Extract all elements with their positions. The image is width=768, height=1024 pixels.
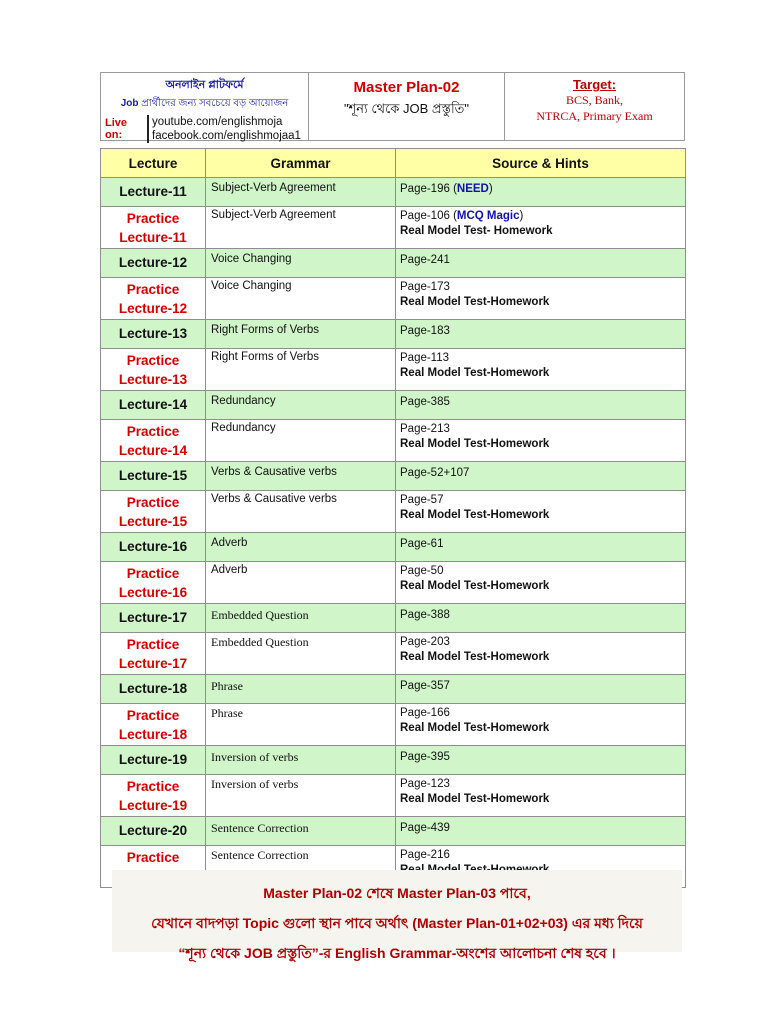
lecture-cell: Lecture-12 <box>101 249 206 278</box>
practice-label: Practice <box>126 566 180 581</box>
table-row <box>101 675 686 704</box>
table-row <box>101 278 686 320</box>
table-row <box>101 562 686 604</box>
target-line-1: BCS, Bank, <box>565 93 623 107</box>
practice-label: Practice <box>126 779 180 794</box>
lecture-cell: Lecture-20 <box>101 817 206 846</box>
grammar-cell: Adverb <box>206 533 396 562</box>
social-links <box>147 115 301 143</box>
practice-cell <box>101 633 206 675</box>
practice-cell <box>101 491 206 533</box>
homework-note: Real Model Test-Homework <box>400 438 550 450</box>
practice-source-text: Page-216 <box>400 849 450 861</box>
practice-grammar-cell: Adverb <box>206 562 396 604</box>
grammar-cell: Voice Changing <box>206 249 396 278</box>
footer-line-2: যেখানে বাদপড়া Topic গুলো স্থান পাবে অর্থাৎ (Master Plan-01+02+03) এর মধ্য দিয়ে <box>151 915 643 931</box>
practice-cell <box>101 420 206 462</box>
master-plan-title: Master Plan-02 <box>353 79 460 96</box>
plan-subtitle: "শূন্য থেকে JOB প্রস্তুতি" <box>343 101 470 116</box>
header-box <box>100 72 685 141</box>
practice-grammar-cell: Embedded Question <box>206 633 396 675</box>
table-row <box>101 178 686 207</box>
grammar-cell: Inversion of verbs <box>206 746 396 775</box>
document <box>100 72 685 888</box>
source-cell <box>396 462 686 491</box>
source-text: Page-357 <box>400 680 450 692</box>
practice-source-cell <box>396 562 686 604</box>
col-header-source: Source & Hints <box>396 149 686 178</box>
practice-lecture-label: Lecture-15 <box>118 514 188 529</box>
tagline <box>105 96 304 113</box>
tagline-text: প্রার্থীদের জন্য সবচেয়ে বড় আয়োজন <box>141 98 289 109</box>
table-row <box>101 320 686 349</box>
table-row <box>101 817 686 846</box>
practice-lecture-label: Lecture-19 <box>118 798 188 813</box>
practice-lecture-label: Lecture-17 <box>118 656 188 671</box>
practice-source-highlight: MCQ Magic <box>456 210 520 222</box>
footer-note <box>112 870 682 961</box>
grammar-cell: Verbs & Causative verbs <box>206 462 396 491</box>
practice-source-cell <box>396 491 686 533</box>
table-row <box>101 633 686 675</box>
live-on-label: Live on: <box>105 117 128 141</box>
source-cell <box>396 391 686 420</box>
source-cell <box>396 604 686 633</box>
practice-label: Practice <box>126 637 180 652</box>
practice-source-text: Page-123 <box>400 778 450 790</box>
practice-source-cell <box>396 775 686 817</box>
practice-source-text: Page-50 <box>400 565 444 577</box>
practice-cell <box>101 207 206 249</box>
grammar-cell: Sentence Correction <box>206 817 396 846</box>
source-cell <box>396 320 686 349</box>
source-text: Page-183 <box>400 325 450 337</box>
footer-line-1: Master Plan-02 শেষে Master Plan-03 পাবে, <box>263 885 531 901</box>
practice-source-cell <box>396 633 686 675</box>
source-text: Page-385 <box>400 396 450 408</box>
target-line-2: NTRCA, Primary Exam <box>536 109 653 123</box>
table-row <box>101 391 686 420</box>
practice-grammar-cell: Voice Changing <box>206 278 396 320</box>
homework-note: Real Model Test-Homework <box>400 509 550 521</box>
practice-grammar-cell: Verbs & Causative verbs <box>206 491 396 533</box>
col-header-grammar: Grammar <box>206 149 396 178</box>
source-text: Page-61 <box>400 538 444 550</box>
source-text: Page-439 <box>400 822 450 834</box>
source-cell <box>396 249 686 278</box>
lecture-table <box>100 148 686 888</box>
practice-cell <box>101 562 206 604</box>
source-text: Page-52+107 <box>400 467 470 479</box>
practice-grammar-cell: Sentence Correction <box>206 846 396 888</box>
live-on-row <box>105 115 304 143</box>
practice-source-close: ) <box>519 210 524 222</box>
table-row <box>101 207 686 249</box>
footer-line-3: “শূন্য থেকে JOB প্রস্তুতি”-র English Grammar-অংশের আলোচনা শেষ হবে । <box>178 945 616 961</box>
homework-note: Real Model Test-Homework <box>400 296 550 308</box>
homework-note: Real Model Test-Homework <box>400 367 550 379</box>
table-row <box>101 462 686 491</box>
practice-source-text: Page-57 <box>400 494 444 506</box>
facebook-link[interactable]: facebook.com/englishmojaa1 <box>152 130 301 142</box>
practice-source-text: Page-173 <box>400 281 450 293</box>
table-row <box>101 604 686 633</box>
youtube-link[interactable]: youtube.com/englishmoja <box>152 116 283 128</box>
source-text: Page-395 <box>400 751 450 763</box>
grammar-cell: Embedded Question <box>206 604 396 633</box>
practice-lecture-label: Lecture-13 <box>118 372 188 387</box>
practice-grammar-cell: Subject-Verb Agreement <box>206 207 396 249</box>
practice-lecture-label: Lecture-11 <box>119 230 187 245</box>
source-text: Page-388 <box>400 609 450 621</box>
practice-label: Practice <box>126 424 180 439</box>
practice-source-text: Page-213 <box>400 423 450 435</box>
practice-source-text: Page-203 <box>400 636 450 648</box>
table-row <box>101 249 686 278</box>
homework-note: Real Model Test-Homework <box>400 722 550 734</box>
table-row <box>101 704 686 746</box>
lecture-cell: Lecture-17 <box>101 604 206 633</box>
practice-cell <box>101 349 206 391</box>
col-header-lecture: Lecture <box>101 149 206 178</box>
practice-label: Practice <box>126 495 180 510</box>
practice-label: Practice <box>126 708 180 723</box>
practice-lecture-label: Lecture-18 <box>118 727 188 742</box>
practice-grammar-cell: Inversion of verbs <box>206 775 396 817</box>
source-text: Page-241 <box>400 254 450 266</box>
grammar-cell: Redundancy <box>206 391 396 420</box>
lecture-cell: Lecture-13 <box>101 320 206 349</box>
homework-note: Real Model Test-Homework <box>400 793 550 805</box>
homework-note: Real Model Test-Homework <box>400 651 550 663</box>
homework-note: Real Model Test- Homework <box>400 225 553 237</box>
plan-title-cell <box>309 73 505 140</box>
table-row <box>101 420 686 462</box>
table-row <box>101 491 686 533</box>
practice-lecture-label: Lecture-14 <box>118 443 188 458</box>
grammar-cell: Phrase <box>206 675 396 704</box>
practice-label: Practice <box>126 282 180 297</box>
platform-title: অনলাইন প্লাটফর্মে <box>165 79 244 91</box>
table-row <box>101 349 686 391</box>
practice-grammar-cell: Phrase <box>206 704 396 746</box>
source-cell <box>396 746 686 775</box>
practice-cell <box>101 704 206 746</box>
table-row <box>101 746 686 775</box>
grammar-cell: Subject-Verb Agreement <box>206 178 396 207</box>
grammar-cell: Right Forms of Verbs <box>206 320 396 349</box>
practice-source-text: Page-106 ( <box>400 210 457 222</box>
lecture-cell: Lecture-16 <box>101 533 206 562</box>
practice-lecture-label: Lecture-16 <box>118 585 188 600</box>
table-row <box>101 533 686 562</box>
homework-note: Real Model Test-Homework <box>400 580 550 592</box>
source-close: ) <box>488 183 493 195</box>
practice-source-cell <box>396 207 686 249</box>
target-label: Target: <box>572 77 617 92</box>
table-header-row <box>101 149 686 178</box>
practice-cell <box>101 278 206 320</box>
practice-source-text: Page-113 <box>400 352 450 364</box>
source-highlight: NEED <box>456 183 489 195</box>
practice-cell <box>101 775 206 817</box>
practice-label: Practice <box>126 211 180 226</box>
practice-grammar-cell: Right Forms of Verbs <box>206 349 396 391</box>
practice-source-cell <box>396 278 686 320</box>
practice-label: Practice <box>126 850 180 865</box>
practice-source-cell <box>396 704 686 746</box>
practice-grammar-cell: Redundancy <box>206 420 396 462</box>
practice-source-cell <box>396 420 686 462</box>
target-cell <box>505 73 684 140</box>
practice-source-cell <box>396 349 686 391</box>
lecture-cell: Lecture-19 <box>101 746 206 775</box>
source-text: Page-196 ( <box>400 183 457 195</box>
source-cell <box>396 675 686 704</box>
source-cell <box>396 817 686 846</box>
source-cell <box>396 178 686 207</box>
lecture-cell: Lecture-14 <box>101 391 206 420</box>
lecture-cell: Lecture-11 <box>101 178 206 207</box>
practice-label: Practice <box>126 353 180 368</box>
tagline-job: Job <box>120 98 139 109</box>
table-row <box>101 775 686 817</box>
lecture-cell: Lecture-18 <box>101 675 206 704</box>
lecture-cell: Lecture-15 <box>101 462 206 491</box>
practice-source-text: Page-166 <box>400 707 450 719</box>
source-cell <box>396 533 686 562</box>
platform-info <box>101 73 309 140</box>
practice-lecture-label: Lecture-12 <box>118 301 188 316</box>
